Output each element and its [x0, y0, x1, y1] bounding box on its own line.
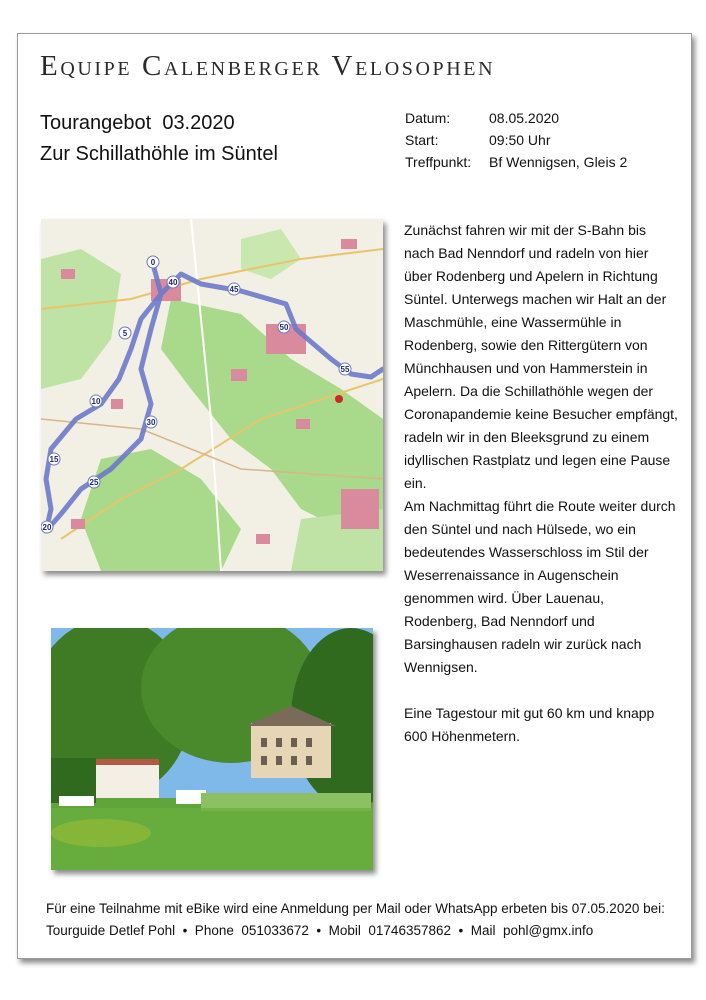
registration-note: Für eine Teilnahme mit eBike wird eine Anmeldung per Mail oder WhatsApp erbeten bis 07.05.2020 bei:: [46, 901, 665, 916]
castle-garden-photo: [51, 628, 373, 870]
detail-value: Bf Wennigsen, Gleis 2: [489, 154, 628, 170]
tour-title: Zur Schillathöhle im Süntel: [40, 143, 278, 165]
km-marker: 50: [279, 323, 289, 332]
contact-line: Tourguide Detlef Pohl • Phone 051033672 • Mobil 01746357862 • Mail pohl@gmx.info: [46, 923, 594, 938]
route-map: [41, 219, 383, 571]
km-marker: 5: [122, 329, 128, 338]
description-paragraph: Zunächst fahren wir mit der S-Bahn bis nach Bad Nenndorf und radeln von hier über Rodenberg und Apelern in Richtung Süntel. Unterwegs machen wir Halt an der Maschmühle, eine Wassermühle in Rodenberg, sowie den Rittergütern von Münchhausen und von Hammerstein in Apelern. Da die Schillathöhle wegen der Coronapandemie keine Besucher empfängt, radeln wir in den Bleeksgrund zu einem idyllischen Rastplatz und legen eine Pause ein.: [404, 222, 678, 491]
description-summary: Eine Tagestour mit gut 60 km und knapp 600 Höhenmetern.: [404, 705, 655, 744]
castle-garden-photo-graphic: [51, 628, 373, 870]
detail-row-meeting-point: [405, 151, 627, 173]
detail-row-start: [405, 129, 627, 151]
tour-details: [405, 107, 627, 173]
detail-row-date: [405, 107, 627, 129]
brand-title: Equipe Calenberger Velosophen: [40, 50, 496, 82]
detail-value: 09:50 Uhr: [489, 132, 551, 148]
km-marker: 25: [89, 478, 99, 487]
detail-value: 08.05.2020: [489, 110, 560, 126]
paragraph-spacer: [404, 679, 679, 702]
km-marker: 15: [49, 455, 59, 464]
km-marker: 0: [150, 258, 156, 267]
km-marker: 20: [42, 523, 52, 532]
tour-heading: [40, 108, 278, 170]
cave-marker-icon: [335, 395, 343, 403]
detail-label: Datum:: [405, 110, 451, 126]
km-marker: 30: [146, 418, 156, 427]
km-marker: 40: [168, 278, 178, 287]
registration-footer: [46, 898, 665, 942]
description-paragraph: Am Nachmittag führt die Route weiter durch den Süntel und nach Hülsede, wo ein bedeutendes Wasserschloss im Stil der Weserrenaissance in Augenschein genommen wird. Über Lauenau, Rodenberg, Bad Nenndorf und Barsinghausen radeln wir zurück nach Wennigsen.: [404, 498, 676, 675]
tour-description: [404, 219, 679, 748]
km-marker: 55: [340, 365, 350, 374]
km-marker: 45: [229, 285, 239, 294]
route-map-graphic: [41, 219, 383, 571]
km-marker: 10: [91, 397, 101, 406]
detail-label: Treffpunkt:: [405, 154, 472, 170]
detail-label: Start:: [405, 132, 439, 148]
tour-number: Tourangebot 03.2020: [40, 112, 235, 134]
